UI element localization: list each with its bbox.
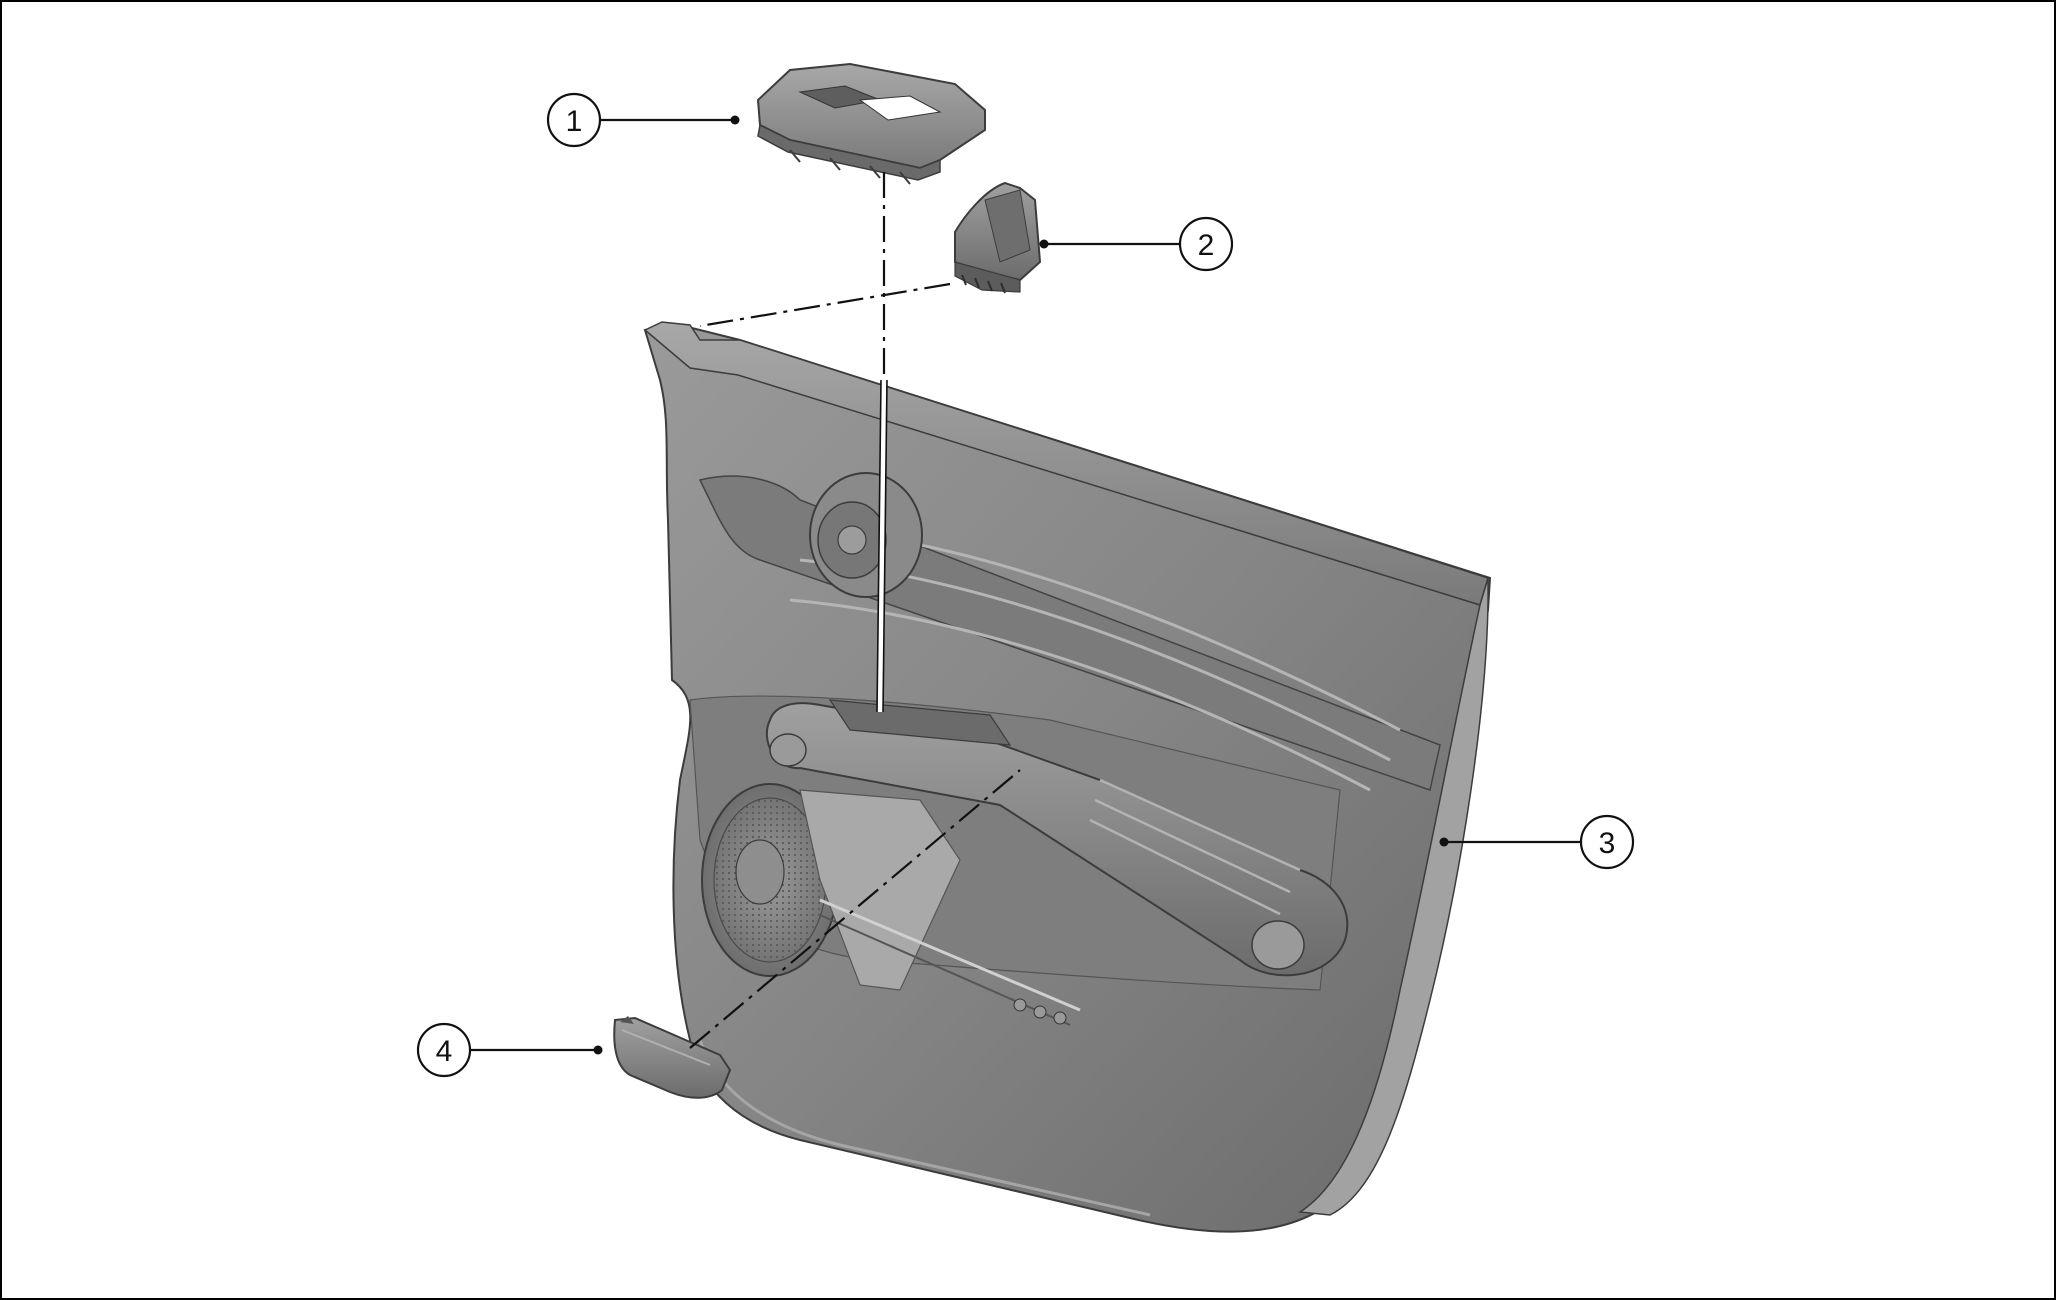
callout-2-label: 2: [1197, 229, 1215, 262]
callout-3: [1440, 816, 1634, 868]
callout-1-label: 1: [565, 105, 583, 138]
door-trim-panel: [645, 322, 1490, 1232]
callout-4: [418, 1024, 603, 1076]
guide-line-part-2: [700, 284, 950, 326]
callout-2: [1040, 218, 1233, 270]
mirror-switch-trim: [955, 183, 1040, 293]
callout-3-label: 3: [1598, 827, 1616, 860]
window-switch-bezel: [758, 64, 985, 184]
callout-4-label: 4: [435, 1035, 453, 1068]
callout-1: [548, 94, 740, 146]
